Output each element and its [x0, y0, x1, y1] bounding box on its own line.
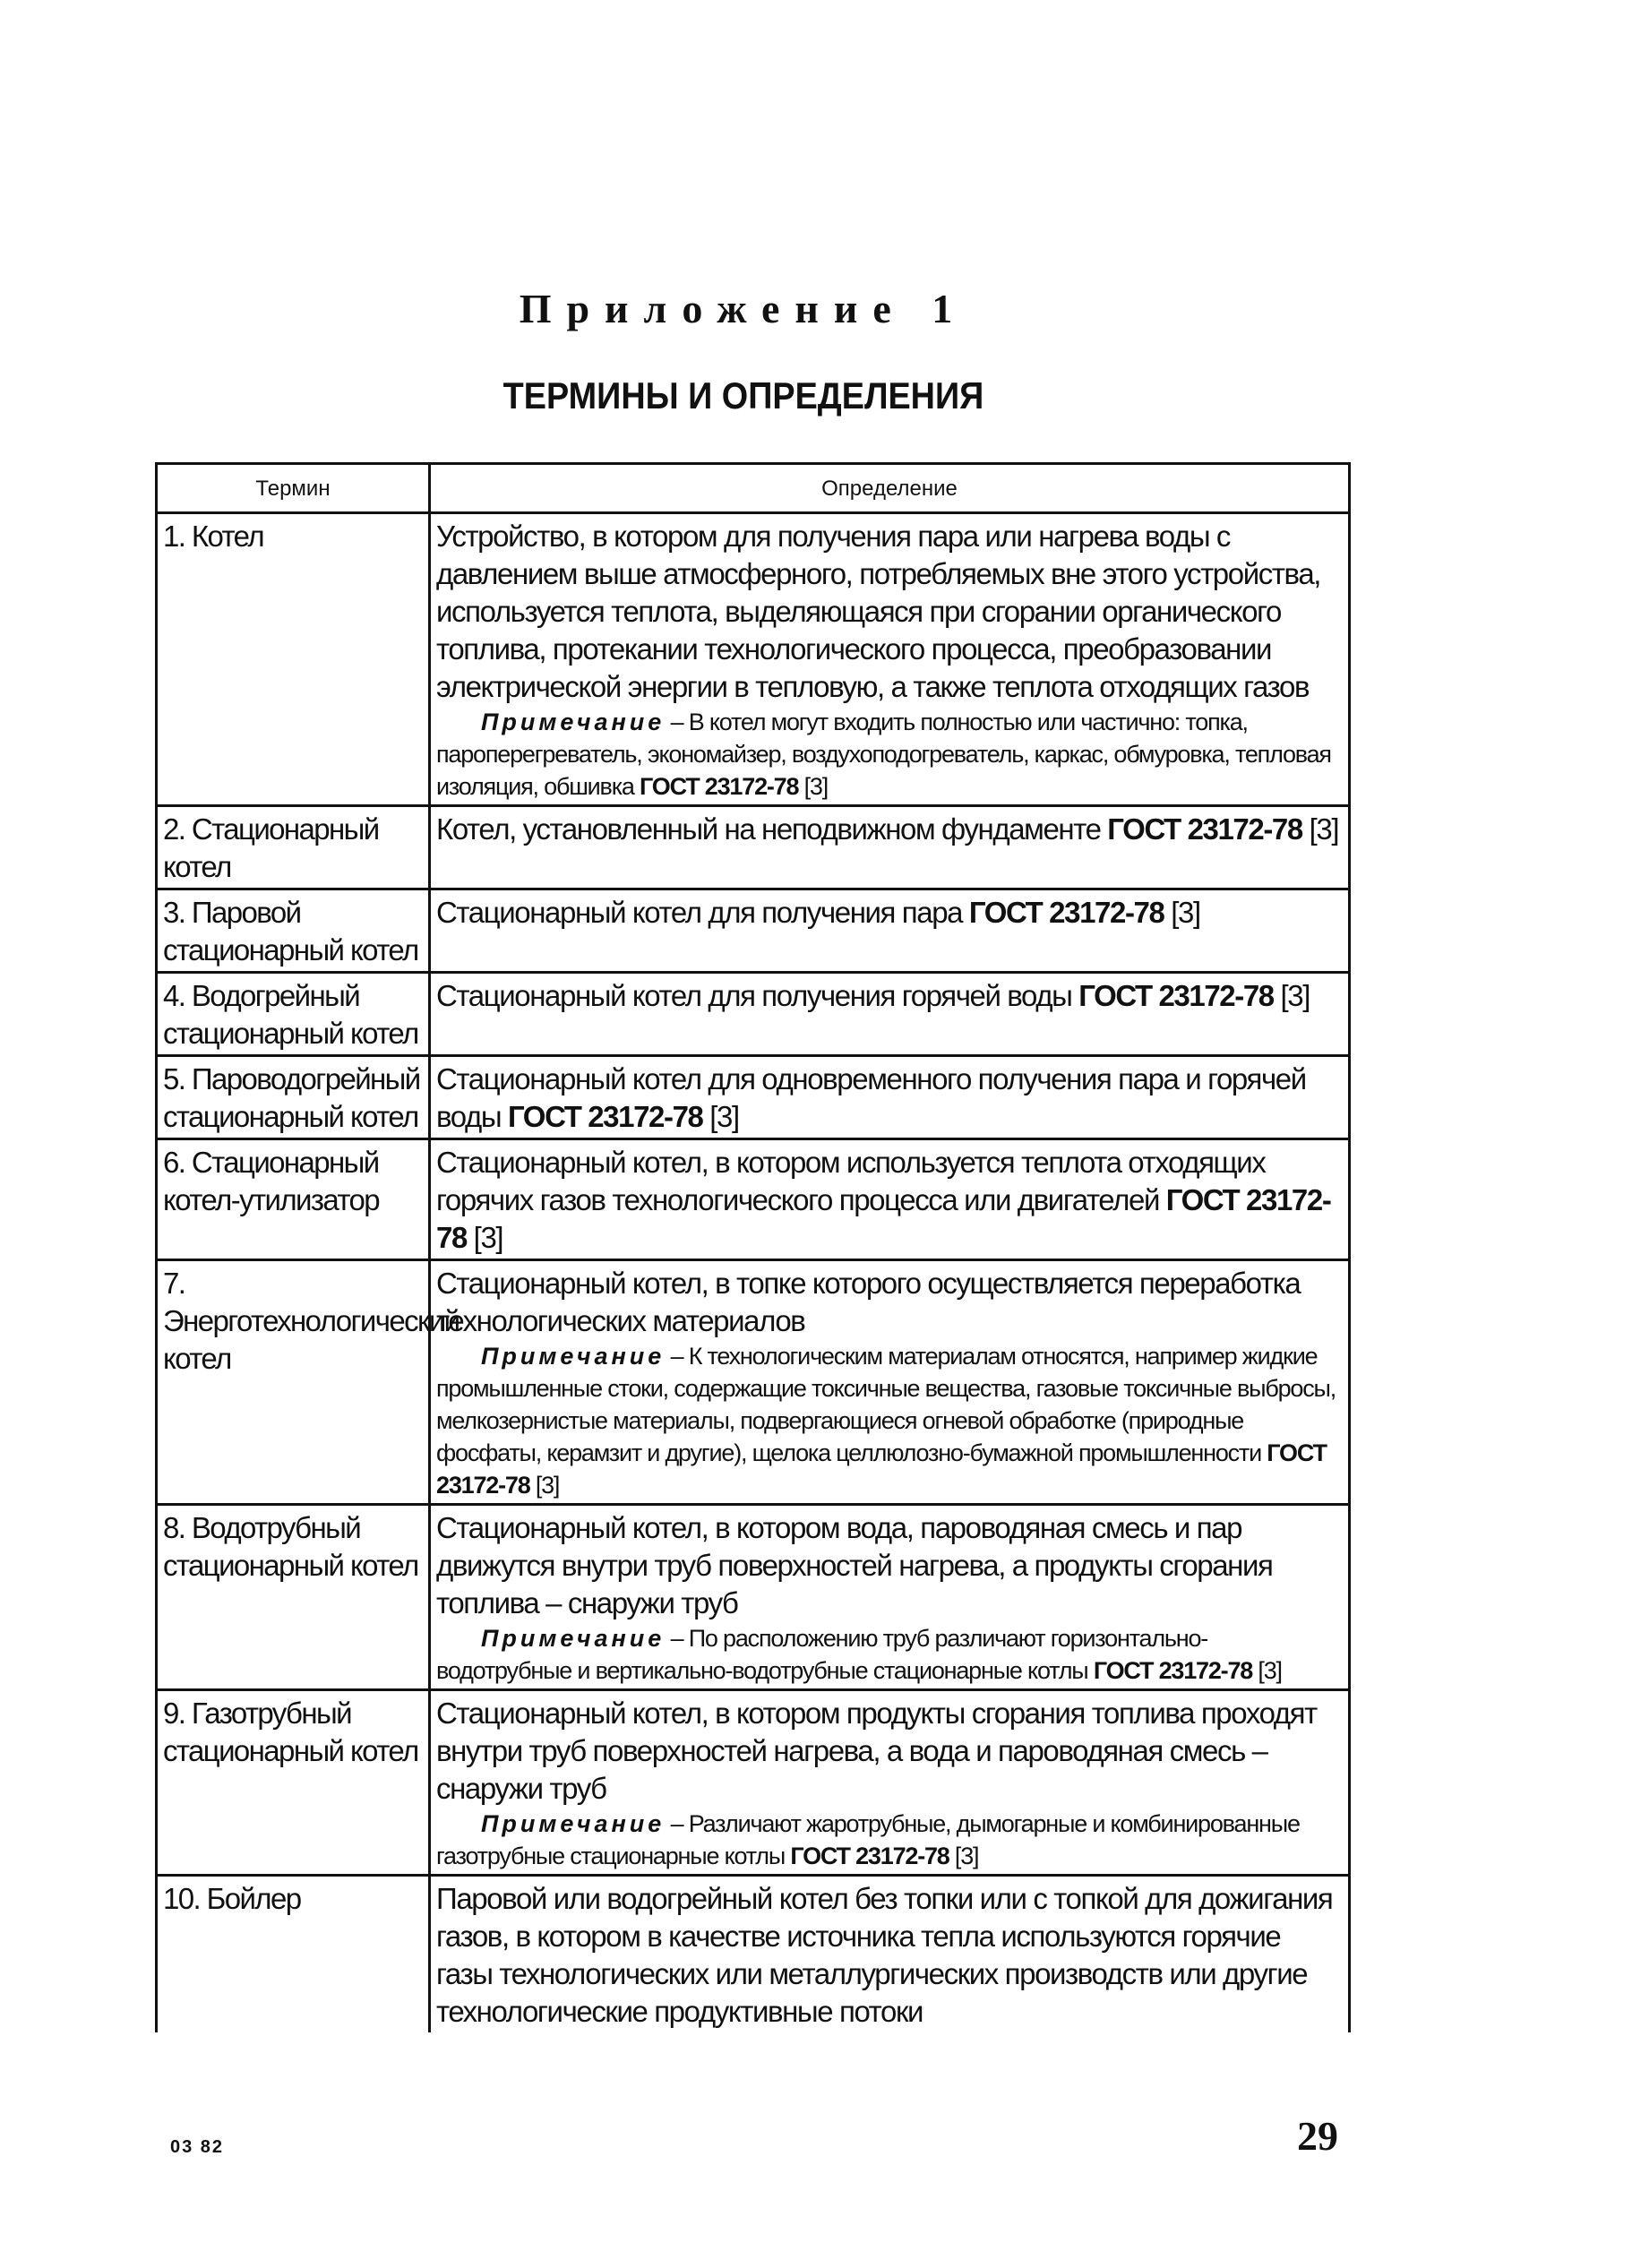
term-cell: 10. Бойлер [157, 1876, 430, 2033]
definition-cell [430, 513, 1350, 806]
gost-reference: ГОСТ 23172-78 [1107, 812, 1302, 846]
gost-reference: ГОСТ 23172-78 [640, 773, 799, 800]
term-cell: 6. Стационарный котел-утилизатор [157, 1139, 430, 1260]
definition-cell [430, 1056, 1350, 1139]
note-text: – В котел могут входить полностью или частично: топка, пароперегреватель, экономайзер, воздухоподогреватель, каркас, обмуровка, тепловая изоляция, обшивка [436, 709, 1331, 800]
note [436, 1808, 1343, 1872]
term-cell: 1. Котел [157, 513, 430, 806]
definition-cell [430, 973, 1350, 1056]
table-row [157, 1056, 1350, 1139]
table-row [157, 1876, 1350, 2033]
note-label: Примечание [481, 1625, 666, 1652]
citation: [3] [529, 1472, 560, 1499]
header-definition: Определение [430, 464, 1350, 513]
note-text: – Различают жаротрубные, дымогарные и комбинированные газотрубные стационарные котлы [436, 1810, 1300, 1869]
gost-reference: ГОСТ 23172-78 [436, 1183, 1331, 1254]
definition-text: Стационарный котел для получения горячей воды [436, 979, 1079, 1012]
gost-reference: ГОСТ 23172-78 [968, 896, 1164, 929]
table-row [157, 1139, 1350, 1260]
definition-text: Стационарный котел, в котором продукты сгорания топлива проходят внутри труб поверхностей нагрева, а вода и пароводяная смесь – снаружи труб [436, 1697, 1317, 1805]
gost-reference: ГОСТ 23172-78 [790, 1843, 949, 1869]
term-cell: 3. Паровой стационарный котел [157, 889, 430, 973]
term-cell: 7. Энерготехнологический котел [157, 1260, 430, 1505]
page-number: 29 [1297, 2113, 1338, 2159]
definition-text: Стационарный котел для получения пара [436, 896, 969, 929]
table-header-row [157, 464, 1350, 513]
document-code: 03 82 [170, 2137, 225, 2157]
table-row [157, 889, 1350, 973]
note-label: Примечание [481, 1810, 666, 1837]
note [436, 706, 1343, 803]
gost-reference: ГОСТ 23172-78 [1093, 1657, 1253, 1684]
definition-text: Паровой или водогрейный котел без топки или с топкой для дожигания газов, в котором в качестве источника тепла используются горячие газы технологических или металлургических производств или другие технологические продуктивные потоки [436, 1882, 1333, 2028]
appendix-heading: Приложение 1 [519, 286, 968, 331]
note-text: – По расположению труб различают горизонтально-водотрубные и вертикально-водотрубные стационарные котлы [436, 1625, 1208, 1684]
note [436, 1622, 1343, 1687]
definition-cell [430, 1690, 1350, 1876]
term-cell: 2. Стационарный котел [157, 806, 430, 889]
definition-text: Стационарный котел для одновременного получения пара и горячей воды [436, 1062, 1306, 1133]
table-row [157, 973, 1350, 1056]
definition-cell [430, 1260, 1350, 1505]
table-row [157, 806, 1350, 889]
definition-text: Котел, установленный на неподвижном фундаменте [436, 812, 1108, 846]
note-label: Примечание [481, 709, 666, 735]
note-label: Примечание [481, 1343, 666, 1370]
citation: [3] [798, 773, 829, 800]
gost-reference: ГОСТ 23172-78 [1078, 979, 1274, 1012]
table-row [157, 1690, 1350, 1876]
gost-reference: ГОСТ 23172-78 [507, 1100, 703, 1133]
gost-reference: ГОСТ 23172-78 [436, 1439, 1327, 1499]
section-title: ТЕРМИНЫ И ОПРЕДЕЛЕНИЯ [502, 374, 984, 417]
definition-text: Устройство, в котором для получения пара или нагрева воды с давлением выше атмосферного, потребляемых вне этого устройства, используется теплота, выделяющаяся при сгорании органического топлива, протекании технологического процесса, преобразовании электрической энергии в тепловую, а также теплота отходящих газов [436, 520, 1321, 703]
table-row [157, 1260, 1350, 1505]
definition-cell [430, 1505, 1350, 1690]
citation: [3] [1164, 896, 1200, 929]
note-text: – К технологическим материалам относятся, например жидкие промышленные стоки, содержащие токсичные вещества, газовые токсичные выбросы, мелкозернистые материалы, подвергающиеся огневой обработке (природные фосфаты, керамзит и другие), щелока целлюлозно-бумажной промышленности [436, 1343, 1336, 1466]
definition-text: Стационарный котел, в котором вода, пароводяная смесь и пар движутся внутри труб поверхностей нагрева, а продукты сгорания топлива – снаружи труб [436, 1511, 1273, 1619]
term-cell: 5. Пароводогрейный стационарный котел [157, 1056, 430, 1139]
definition-cell [430, 889, 1350, 973]
term-cell: 4. Водогрейный стационарный котел [157, 973, 430, 1056]
table-row [157, 513, 1350, 806]
definition-cell [430, 1139, 1350, 1260]
table-row [157, 1505, 1350, 1690]
citation: [3] [1252, 1657, 1282, 1684]
header-term: Термин [157, 464, 430, 513]
term-cell: 9. Газотрубный стационарный котел [157, 1690, 430, 1876]
definition-cell [430, 806, 1350, 889]
term-cell: 8. Водотрубный стационарный котел [157, 1505, 430, 1690]
note [436, 1340, 1343, 1501]
definition-text: Стационарный котел, в котором используется теплота отходящих горячих газов технологического процесса или двигателей [436, 1146, 1266, 1216]
citation: [3] [702, 1100, 739, 1133]
citation: [3] [1301, 812, 1339, 846]
definition-cell [430, 1876, 1350, 2033]
terms-table [155, 462, 1351, 2032]
citation: [3] [466, 1221, 503, 1254]
citation: [3] [1273, 979, 1310, 1012]
citation: [3] [949, 1843, 979, 1869]
definition-text: Стационарный котел, в топке которого осуществляется переработка технологических материалов [436, 1267, 1301, 1337]
